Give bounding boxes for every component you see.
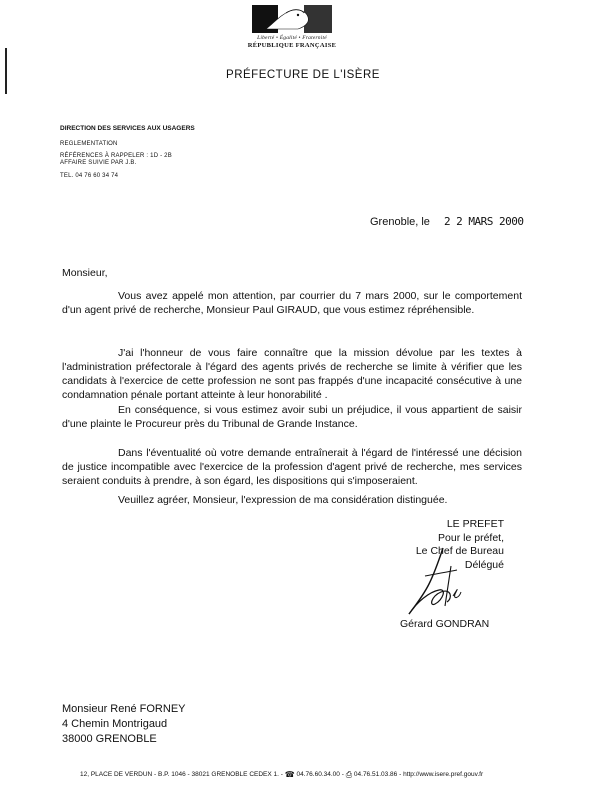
republic-motto: Liberté • Égalité • Fraternité: [257, 35, 327, 41]
letter-paragraph: En conséquence, si vous estimez avoir subi un préjudice, il vous appartient de saisir d'une plainte le Procureur près du Tribunal de Grande Instance.: [62, 404, 522, 430]
footer-website[interactable]: http://www.isere.pref.gouv.fr: [403, 771, 484, 778]
recipient-city: 38000 GRENOBLE: [62, 733, 157, 745]
sender-affaire: AFFAIRE SUIVIE PAR J.B.: [60, 160, 137, 166]
sender-references: RÉFÉRENCES À RAPPELER : 1D - 2B: [60, 153, 172, 159]
salutation: Monsieur,: [62, 267, 108, 279]
letter-paragraph: J'ai l'honneur de vous faire connaître que la mission dévolue par les textes à l'administration préfectorale à l'égard des agents privés de recherche se limite à vérifier que les candidats à l'exercice de cette profession ne sont pas frappés d'une incapacité consécutive à une condamnation pénale portant atteinte à leur honorabilité .: [62, 347, 522, 401]
footer-fax: 04.76.51.03.86 -: [353, 771, 402, 778]
date-city: Grenoble, le: [370, 216, 430, 228]
footer: [80, 770, 483, 780]
telephone-icon: ☎: [284, 770, 295, 779]
date-line: [370, 215, 524, 228]
sender-department: REGLEMENTATION: [60, 141, 118, 147]
footer-address: 12, PLACE DE VERDUN - B.P. 1046 - 38021 GRENOBLE CEDEX 1. -: [80, 771, 283, 778]
recipient-name: Monsieur René FORNEY: [62, 703, 186, 715]
letter-paragraph: Dans l'éventualité où votre demande entraînerait à l'égard de l'intéressé une décision de justice incompatible avec l'exercice de la profession d'agent privé de recherche, mes services seraient conduits à prendre, à son égard, les dispositions qui s'imposeraient.: [62, 447, 522, 487]
marianne-emblem-icon: [246, 5, 338, 33]
prefecture-title: PRÉFECTURE DE L'ISÈRE: [226, 69, 380, 81]
signature-role: Le Chef de Bureau Délégué: [415, 545, 504, 571]
date-stamp: 2 2 MARS 2000: [443, 215, 524, 228]
sender-service: DIRECTION DES SERVICES AUX USAGERS: [60, 125, 195, 132]
handwritten-signature: [395, 546, 485, 620]
signature-delegation: Pour le préfet,: [438, 531, 504, 544]
footer-phone: 04.76.60.34.00 -: [296, 771, 344, 778]
recipient-address: [62, 702, 186, 747]
republic-name: RÉPUBLIQUE FRANÇAISE: [247, 42, 337, 49]
sender-telephone: TEL. 04 76 60 34 74: [60, 173, 119, 179]
republic-logo: [246, 5, 338, 57]
signatory-name: Gérard GONDRAN: [400, 618, 490, 630]
letter-closing: Veuillez agréer, Monsieur, l'expression de ma considération distinguée.: [118, 494, 448, 506]
signature-title: LE PREFET: [446, 518, 504, 530]
fax-icon: ⎙: [345, 770, 353, 779]
letter-paragraph: Vous avez appelé mon attention, par courrier du 7 mars 2000, sur le comportement d'un agent privé de recherche, Monsieur Paul GIRAUD, que vous estimez répréhensible.: [62, 290, 522, 316]
recipient-street: 4 Chemin Montrigaud: [62, 718, 168, 730]
